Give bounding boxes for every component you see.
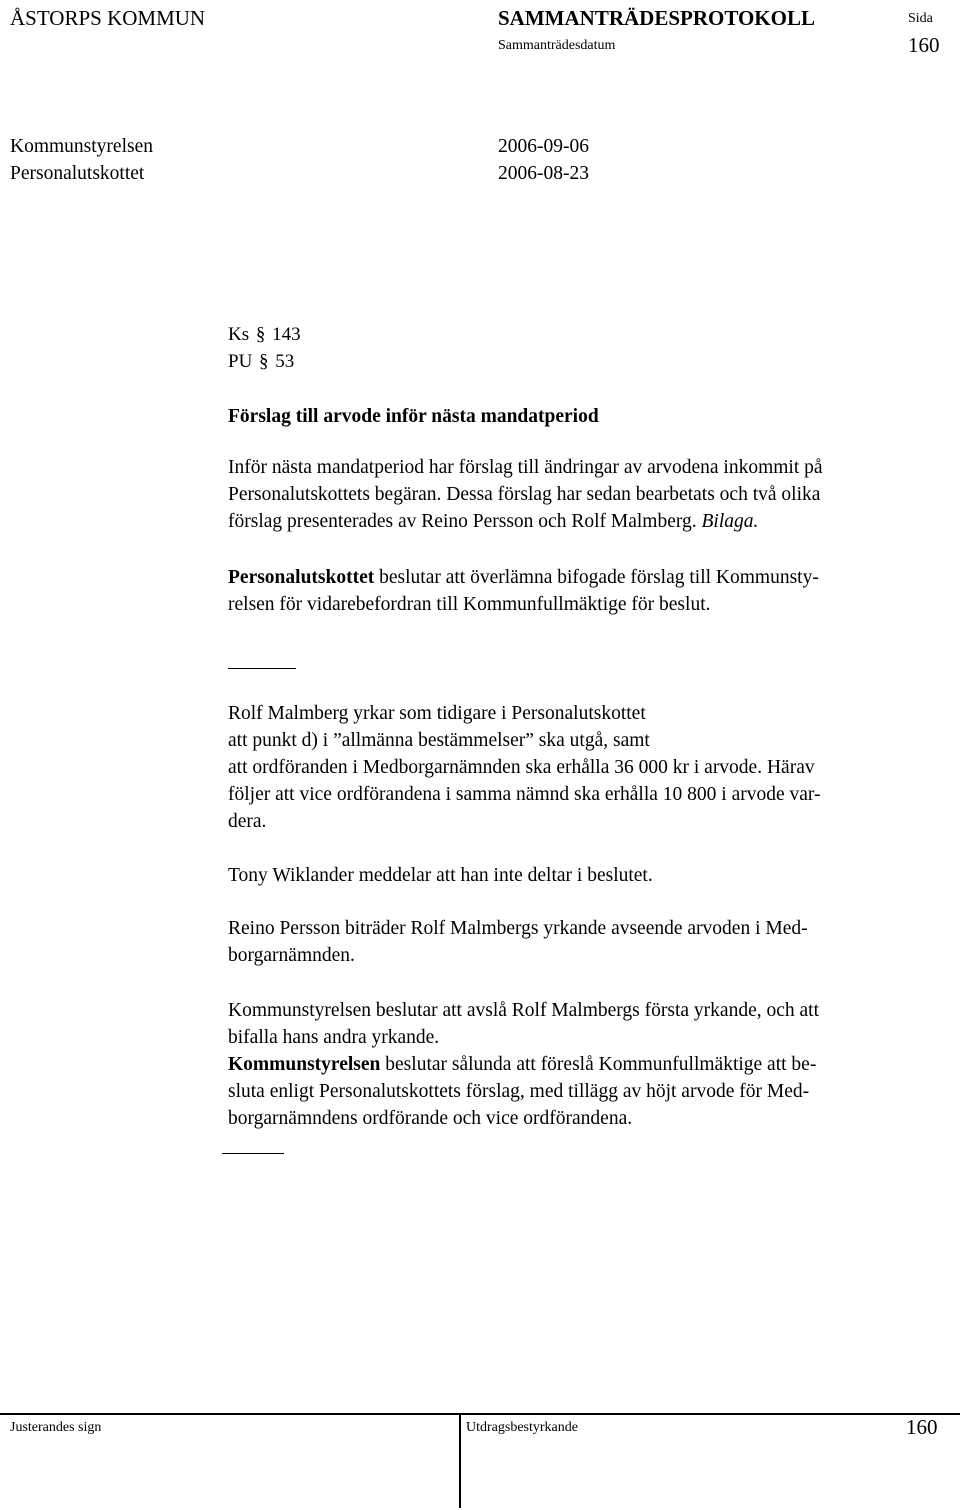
text-line: borgarnämndens ordförande och vice ordförandena. bbox=[228, 1108, 633, 1129]
text-line: att punkt d) i ”allmänna bestämmelser” ska utgå, samt bbox=[228, 730, 650, 751]
section-number: 53 bbox=[275, 351, 295, 372]
paragraph-proposal bbox=[228, 700, 940, 835]
footer-rule bbox=[0, 1413, 960, 1415]
text-span: förslag presenterades av Reino Persson och Rolf Malmberg. bbox=[228, 511, 697, 532]
text-line: Tony Wiklander meddelar att han inte deltar i beslutet. bbox=[228, 865, 653, 886]
text-line: dera. bbox=[228, 811, 267, 832]
text-line: följer att vice ordförandena i samma nämnd ska erhålla 10 800 i arvode var- bbox=[228, 784, 821, 805]
text-line: Reino Persson biträder Rolf Malmbergs yrkande avseende arvoden i Med- bbox=[228, 918, 808, 939]
meeting-body: Personalutskottet bbox=[10, 163, 145, 184]
meeting-date: 2006-09-06 bbox=[498, 136, 589, 157]
text-line: bifalla hans andra yrkande. bbox=[228, 1027, 440, 1048]
text-line: Personalutskottets begäran. Dessa förslag har sedan bearbetats och två olika bbox=[228, 484, 821, 505]
text-span: beslutar sålunda att föreslå Kommunfullmäktige att be- bbox=[380, 1054, 817, 1075]
document-title: Förslag till arvode inför nästa mandatperiod bbox=[228, 406, 599, 427]
header-page-number: 160 bbox=[908, 33, 940, 57]
municipality-name: ÅSTORPS KOMMUN bbox=[10, 6, 206, 30]
paragraph-ks-decision bbox=[228, 1051, 940, 1132]
text-line: Inför nästa mandatperiod har förslag till ändringar av arvodena inkommit på bbox=[228, 457, 823, 478]
text-line: sluta enligt Personalutskottets förslag, med tillägg av höjt arvode för Med- bbox=[228, 1081, 810, 1102]
separator-line bbox=[222, 1153, 284, 1154]
text-line: Kommunstyrelsen beslutar att avslå Rolf Malmbergs första yrkande, och att bbox=[228, 1000, 819, 1021]
text-span: beslutar att överlämna bifogade förslag till Kommunsty- bbox=[374, 567, 819, 588]
paragraph-abstention bbox=[228, 862, 940, 889]
attachment-reference: Bilaga. bbox=[701, 511, 759, 532]
paragraph-background bbox=[228, 454, 940, 535]
certification-label: Utdragsbestyrkande bbox=[466, 1420, 578, 1435]
section-prefix: Ks bbox=[228, 324, 250, 345]
section-symbol: § bbox=[255, 324, 266, 345]
paragraph-ks-vote bbox=[228, 997, 940, 1051]
text-line bbox=[228, 508, 940, 535]
meeting-date-label: Sammanträdesdatum bbox=[498, 38, 616, 53]
text-line: Rolf Malmberg yrkar som tidigare i Personalutskottet bbox=[228, 703, 646, 724]
footer-divider bbox=[459, 1413, 461, 1508]
paragraph-support bbox=[228, 915, 940, 969]
document-type: SAMMANTRÄDESPROTOKOLL bbox=[498, 6, 815, 30]
meeting-body: Kommunstyrelsen bbox=[10, 136, 153, 157]
paragraph-pu-decision bbox=[228, 564, 940, 618]
section-prefix: PU bbox=[228, 351, 253, 372]
text-line: relsen för vidarebefordran till Kommunfullmäktige för beslut. bbox=[228, 594, 711, 615]
meeting-date: 2006-08-23 bbox=[498, 163, 589, 184]
decision-body: Kommunstyrelsen bbox=[228, 1054, 381, 1075]
footer-page-number: 160 bbox=[906, 1415, 938, 1439]
section-symbol: § bbox=[259, 351, 269, 372]
text-line: borgarnämnden. bbox=[228, 945, 355, 966]
page-label: Sida bbox=[908, 11, 933, 26]
separator-line bbox=[228, 668, 296, 669]
text-line bbox=[228, 564, 940, 591]
section-number: 143 bbox=[272, 324, 301, 345]
decision-body: Personalutskottet bbox=[228, 567, 375, 588]
text-line: att ordföranden i Medborgarnämnden ska erhålla 36 000 kr i arvode. Härav bbox=[228, 757, 815, 778]
section-ref-ks bbox=[228, 325, 301, 344]
text-line bbox=[228, 1051, 940, 1078]
section-ref-pu bbox=[228, 352, 294, 371]
signature-label: Justerandes sign bbox=[10, 1420, 102, 1435]
